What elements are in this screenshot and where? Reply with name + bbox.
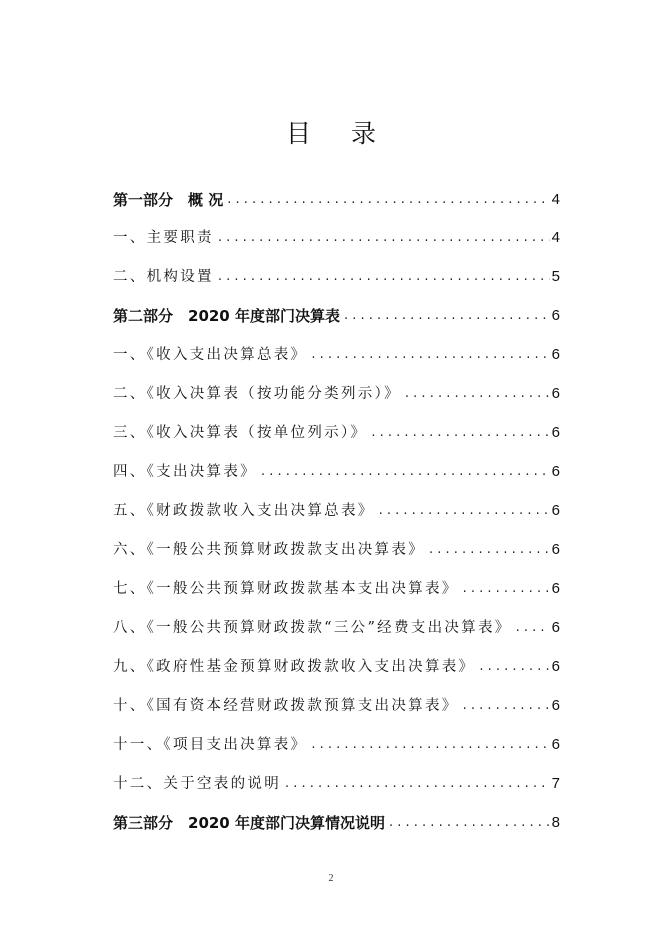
dot-leader	[227, 187, 549, 213]
toc-label: 四、《支出决算表》	[113, 464, 257, 480]
dot-leader	[379, 498, 550, 524]
toc-label: 二、机构设置	[113, 269, 214, 285]
toc-page-number: 6	[551, 424, 560, 441]
toc-label: 七、《一般公共预算财政拨款基本支出决算表》	[113, 581, 459, 597]
toc-label: 一、《收入支出决算总表》	[113, 347, 308, 363]
toc-entry[interactable]	[113, 498, 560, 524]
dot-leader	[218, 225, 550, 251]
toc-entry[interactable]	[113, 693, 560, 719]
dot-leader	[311, 342, 549, 368]
dot-leader	[516, 615, 550, 641]
toc-entry[interactable]	[113, 342, 560, 368]
dot-leader	[429, 537, 550, 563]
toc-entry[interactable]	[113, 576, 560, 602]
dot-leader	[405, 381, 550, 407]
toc-label: 第二部分 2020 年度部门决算表	[113, 307, 340, 325]
toc-label: 十、《国有资本经营财政拨款预算支出决算表》	[113, 698, 459, 714]
dot-leader	[463, 693, 550, 719]
toc-label: 九、《政府性基金预算财政拨款收入支出决算表》	[113, 659, 476, 675]
toc-page-number: 7	[551, 775, 560, 792]
toc-entry[interactable]	[113, 303, 560, 329]
toc-label: 六、《一般公共预算财政拨款支出决算表》	[113, 542, 425, 558]
title-char-1: 目	[285, 119, 311, 148]
toc-page-number: 6	[551, 580, 560, 597]
toc-page-number: 6	[551, 385, 560, 402]
toc-page-number: 6	[551, 736, 560, 753]
toc-entry[interactable]	[113, 459, 560, 485]
dot-leader	[344, 303, 550, 329]
toc-entry[interactable]	[113, 264, 560, 290]
toc-entry[interactable]	[113, 732, 560, 758]
toc-entry[interactable]	[113, 187, 560, 213]
toc-label: 三、《收入决算表（按单位列示）》	[113, 425, 368, 441]
dot-leader	[218, 264, 550, 290]
page-title	[0, 114, 662, 150]
toc-entry[interactable]	[113, 615, 560, 641]
toc-page-number: 4	[551, 229, 560, 246]
toc-entry[interactable]	[113, 654, 560, 680]
toc-page-number: 6	[551, 697, 560, 714]
toc-page-number: 6	[551, 658, 560, 675]
dot-leader	[463, 576, 550, 602]
toc-label: 第三部分 2020 年度部门决算情况说明	[113, 814, 385, 832]
toc-label: 一、主要职责	[113, 230, 214, 246]
dot-leader	[389, 810, 550, 836]
toc-entry[interactable]	[113, 537, 560, 563]
toc-page-number: 6	[551, 541, 560, 558]
toc-entry[interactable]	[113, 225, 560, 251]
page-number-footer: 2	[328, 873, 334, 884]
toc-page-number: 6	[551, 463, 560, 480]
toc-page-number: 8	[551, 814, 560, 831]
title-char-2: 录	[351, 119, 377, 148]
toc-page-number: 4	[551, 191, 560, 208]
toc-page-number: 6	[551, 346, 560, 363]
toc-entry[interactable]	[113, 381, 560, 407]
toc-page-number: 6	[551, 619, 560, 636]
toc-entry[interactable]	[113, 771, 560, 797]
dot-leader	[311, 732, 549, 758]
toc-page-number: 6	[551, 502, 560, 519]
toc-label: 十二、关于空表的说明	[113, 776, 281, 792]
dot-leader	[479, 654, 549, 680]
toc-label: 八、《一般公共预算财政拨款“三公”经费支出决算表》	[113, 620, 512, 636]
toc-label: 第一部分 概 况	[113, 191, 224, 209]
toc-page-number: 5	[551, 268, 560, 285]
dot-leader	[371, 420, 549, 446]
toc-label: 五、《财政拨款收入支出决算总表》	[113, 503, 375, 519]
toc-label: 十一、《项目支出决算表》	[113, 737, 308, 753]
toc-entry[interactable]	[113, 420, 560, 446]
toc-page-number: 6	[551, 307, 560, 324]
toc-entry[interactable]	[113, 810, 560, 836]
toc-label: 二、《收入决算表（按功能分类列示）》	[113, 386, 401, 402]
dot-leader	[261, 459, 550, 485]
dot-leader	[285, 771, 550, 797]
